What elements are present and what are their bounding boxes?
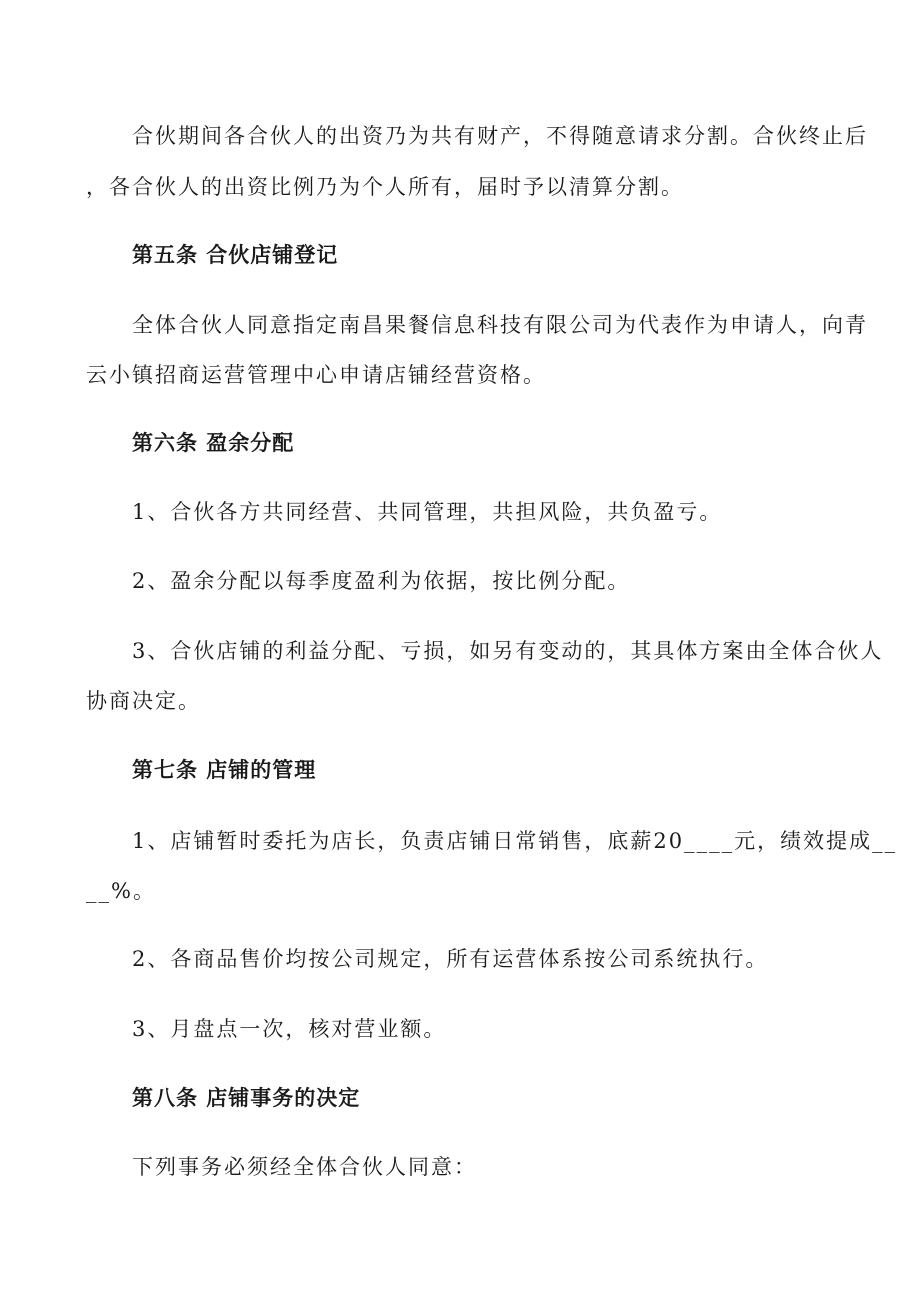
article-7-item-3: 3、月盘点一次，核对营业额。 (132, 1017, 447, 1041)
article-6-heading: 第六条 盈余分配 (132, 430, 295, 455)
article-7-item-1-line-1: 1、店铺暂时委托为店长，负责店铺日常销售，底薪20____元，绩效提成__ (132, 829, 898, 853)
article-6-item-3-line-1: 3、合伙店铺的利益分配、亏损，如另有变动的，其具体方案由全体合伙人 (132, 639, 884, 663)
article-6-item-3-line-2: 协商决定。 (86, 689, 201, 713)
article-6-item-2: 2、盈余分配以每季度盈利为依据，按比例分配。 (132, 569, 631, 593)
paragraph-capital-line-2: ，各合伙人的出资比例乃为个人所有，届时予以清算分割。 (86, 175, 684, 199)
article-5-line-2: 云小镇招商运营管理中心申请店铺经营资格。 (86, 363, 546, 387)
article-5-line-1: 全体合伙人同意指定南昌果餐信息科技有限公司为代表作为申请人，向青 (132, 313, 868, 337)
article-7-item-2: 2、各商品售价均按公司规定，所有运营体系按公司系统执行。 (132, 947, 769, 971)
article-7-heading: 第七条 店铺的管理 (132, 757, 317, 782)
article-5-heading: 第五条 合伙店铺登记 (132, 242, 339, 267)
article-6-item-1: 1、合伙各方共同经营、共同管理，共担风险，共负盈亏。 (132, 500, 723, 524)
paragraph-capital-line-1: 合伙期间各合伙人的出资乃为共有财产，不得随意请求分割。合伙终止后 (132, 124, 868, 148)
article-8-intro: 下列事务必须经全体合伙人同意： (132, 1155, 477, 1179)
article-8-heading: 第八条 店铺事务的决定 (132, 1085, 361, 1110)
article-7-item-1-line-2: __%。 (86, 879, 156, 903)
